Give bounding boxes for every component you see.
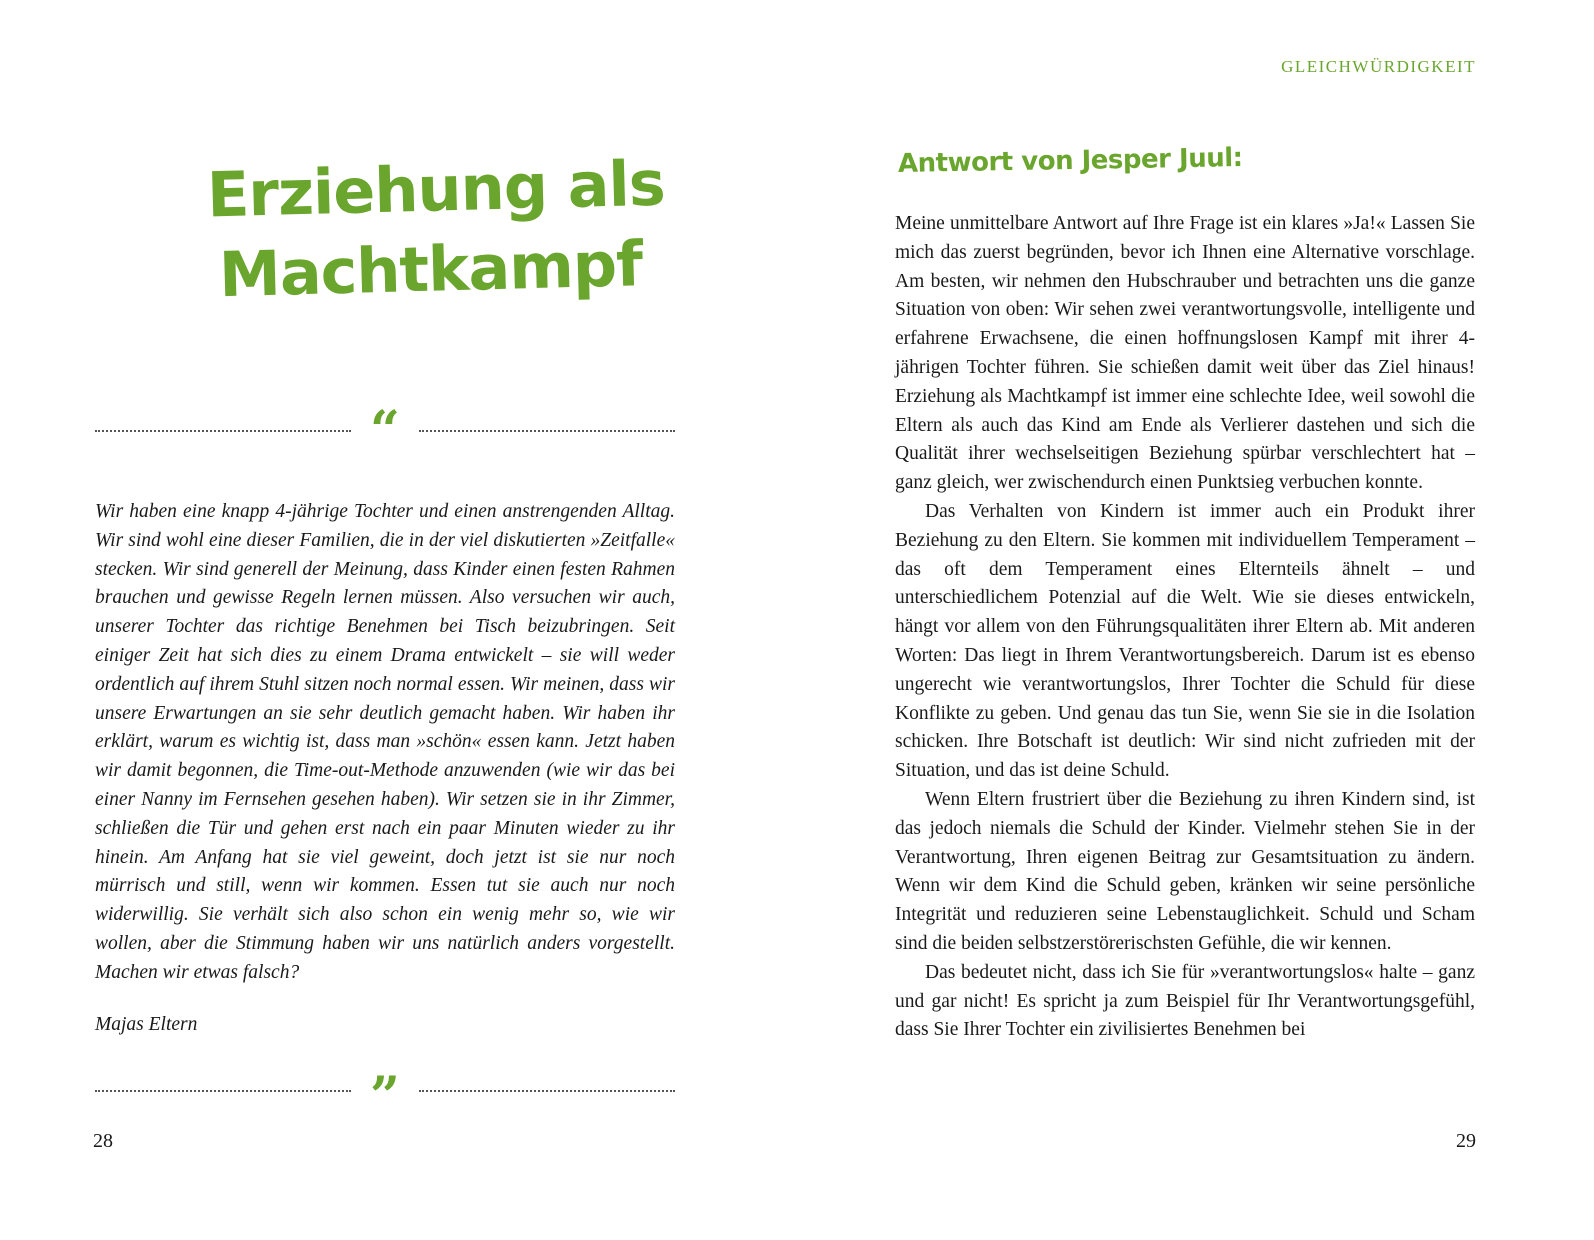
chapter-title-line2: Machtkampf (218, 227, 644, 312)
answer-paragraph: Wenn Eltern frustriert über die Beziehung zu ihren Kindern sind, ist das jedoch niemals die Schuld der Kinder. Vielmehr stehen Sie in der Verantwortung, Ihren eigenen Beitrag zur Gesamtsituation zu ändern. Wenn wir dem Kind die Schuld geben, kränken wir seine persönliche Integrität und reduzieren seine Lebenstauglichkeit. Schuld und Scham sind die beiden selbstzerstörerischsten Gefühle, die wir kennen. (895, 788, 1475, 954)
dotted-rule-left (95, 430, 351, 432)
page-number-right: 29 (1456, 1130, 1476, 1152)
dotted-rule-right (419, 1090, 675, 1092)
question-signature: Majas Eltern (95, 1014, 198, 1035)
running-head: GLEICHWÜRDIGKEIT (1281, 57, 1476, 76)
right-page (797, 0, 1594, 1240)
question-text: Wir haben eine knapp 4-jährige Tochter und einen anstrengenden Alltag. Wir sind wohl eine dieser Familien, die in der viel diskutierten »Zeitfalle« stecken. Wir sind generell der Meinung, dass Kinder einen festen Rahmen brauchen und gewisse Regeln lernen müssen. Also versuchen wir auch, unserer Tochter das richtige Benehmen bei Tisch beizubringen. Seit einiger Zeit hat sich dies zu einem Drama entwickelt – sie will weder ordentlich auf ihrem Stuhl sitzen noch normal essen. Wir meinen, dass wir unsere Erwartungen an sie sehr deutlich gemacht haben. Wir haben ihr erklärt, warum es wichtig ist, dass man »schön« essen kann. Jetzt haben wir damit begonnen, die Time-out-Methode anzuwenden (wie wir das bei einer Nanny im Fernsehen gesehen haben). Wir setzen sie in ihr Zimmer, schließen die Tür und gehen erst nach ein paar Minuten wieder zu ihr hinein. Am Anfang hat sie viel geweint, doch jetzt ist sie nur noch mürrisch und still, wenn wir kommen. Essen tut sie auch nur noch widerwillig. Sie verhält sich also schon ein wenig mehr so, wie wir wollen, aber die Stimmung haben wir uns natürlich anders vorgestellt. Machen wir etwas falsch? (95, 501, 675, 983)
page-number-left: 28 (93, 1130, 113, 1152)
answer-paragraph: Das bedeutet nicht, dass ich Sie für »verantwortungslos« halte – ganz und gar nicht! Es spricht ja zum Beispiel für Ihr Verantwortungsgefühl, dass Sie Ihrer Tochter ein zivilisiertes Benehmen bei (895, 961, 1475, 1041)
open-quote-mark: “ (370, 400, 400, 461)
answer-heading: Antwort von Jesper Juul: (897, 142, 1243, 180)
open-quote-divider (95, 400, 675, 461)
chapter-title (206, 145, 666, 316)
close-quote-divider (95, 1066, 675, 1127)
answer-paragraph: Das Verhalten von Kindern ist immer auch ein Produkt ihrer Beziehung zu den Eltern. Sie kommen mit individuellem Temperament – das oft dem Temperament eines Elternteils ähnelt – und unterschiedlichem Potenzial auf die Welt. Wie sie dieses entwickeln, hängt vor allem von den Führungsqualitäten ihrer Eltern ab. Mit anderen Worten: Das liegt in Ihrem Verantwortungsbereich. Darum ist es ebenso ungerecht wie verantwortungslos, Ihrer Tochter die Schuld für diese Konflikte zu geben. Und genau das tun Sie, wenn Sie sie in die Isolation schicken. Ihre Botschaft ist deutlich: Wir sind nicht zufrieden mit der Situation, und das ist deine Schuld. (895, 500, 1475, 782)
answer-body (895, 210, 1475, 1045)
reader-question (95, 498, 675, 988)
dotted-rule-left (95, 1090, 351, 1092)
close-quote-mark: ” (370, 1066, 400, 1127)
dotted-rule-right (419, 430, 675, 432)
answer-paragraph: Meine unmittelbare Antwort auf Ihre Frage ist ein klares »Ja!« Lassen Sie mich das zuerst begründen, bevor ich Ihnen eine Alternative vorschlage. Am besten, wir nehmen den Hubschrauber und betrachten uns die ganze Situation von oben: Wir sehen zwei verantwortungsvolle, intelligente und erfahrene Erwachsene, die einen hoffnungslosen Kampf mit ihrer 4-jährigen Tochter führen. Sie schießen damit weit über das Ziel hinaus! Erziehung als Machtkampf ist immer eine schlechte Idee, weil sowohl die Eltern als auch das Kind am Ende als Verlierer dastehen und sich die Qualität ihrer wechselseitigen Beziehung spürbar verschlechtert hat – ganz gleich, wer zwischendurch einen Punktsieg verbuchen konnte. (895, 213, 1475, 494)
chapter-title-line1: Erziehung als (206, 146, 666, 232)
